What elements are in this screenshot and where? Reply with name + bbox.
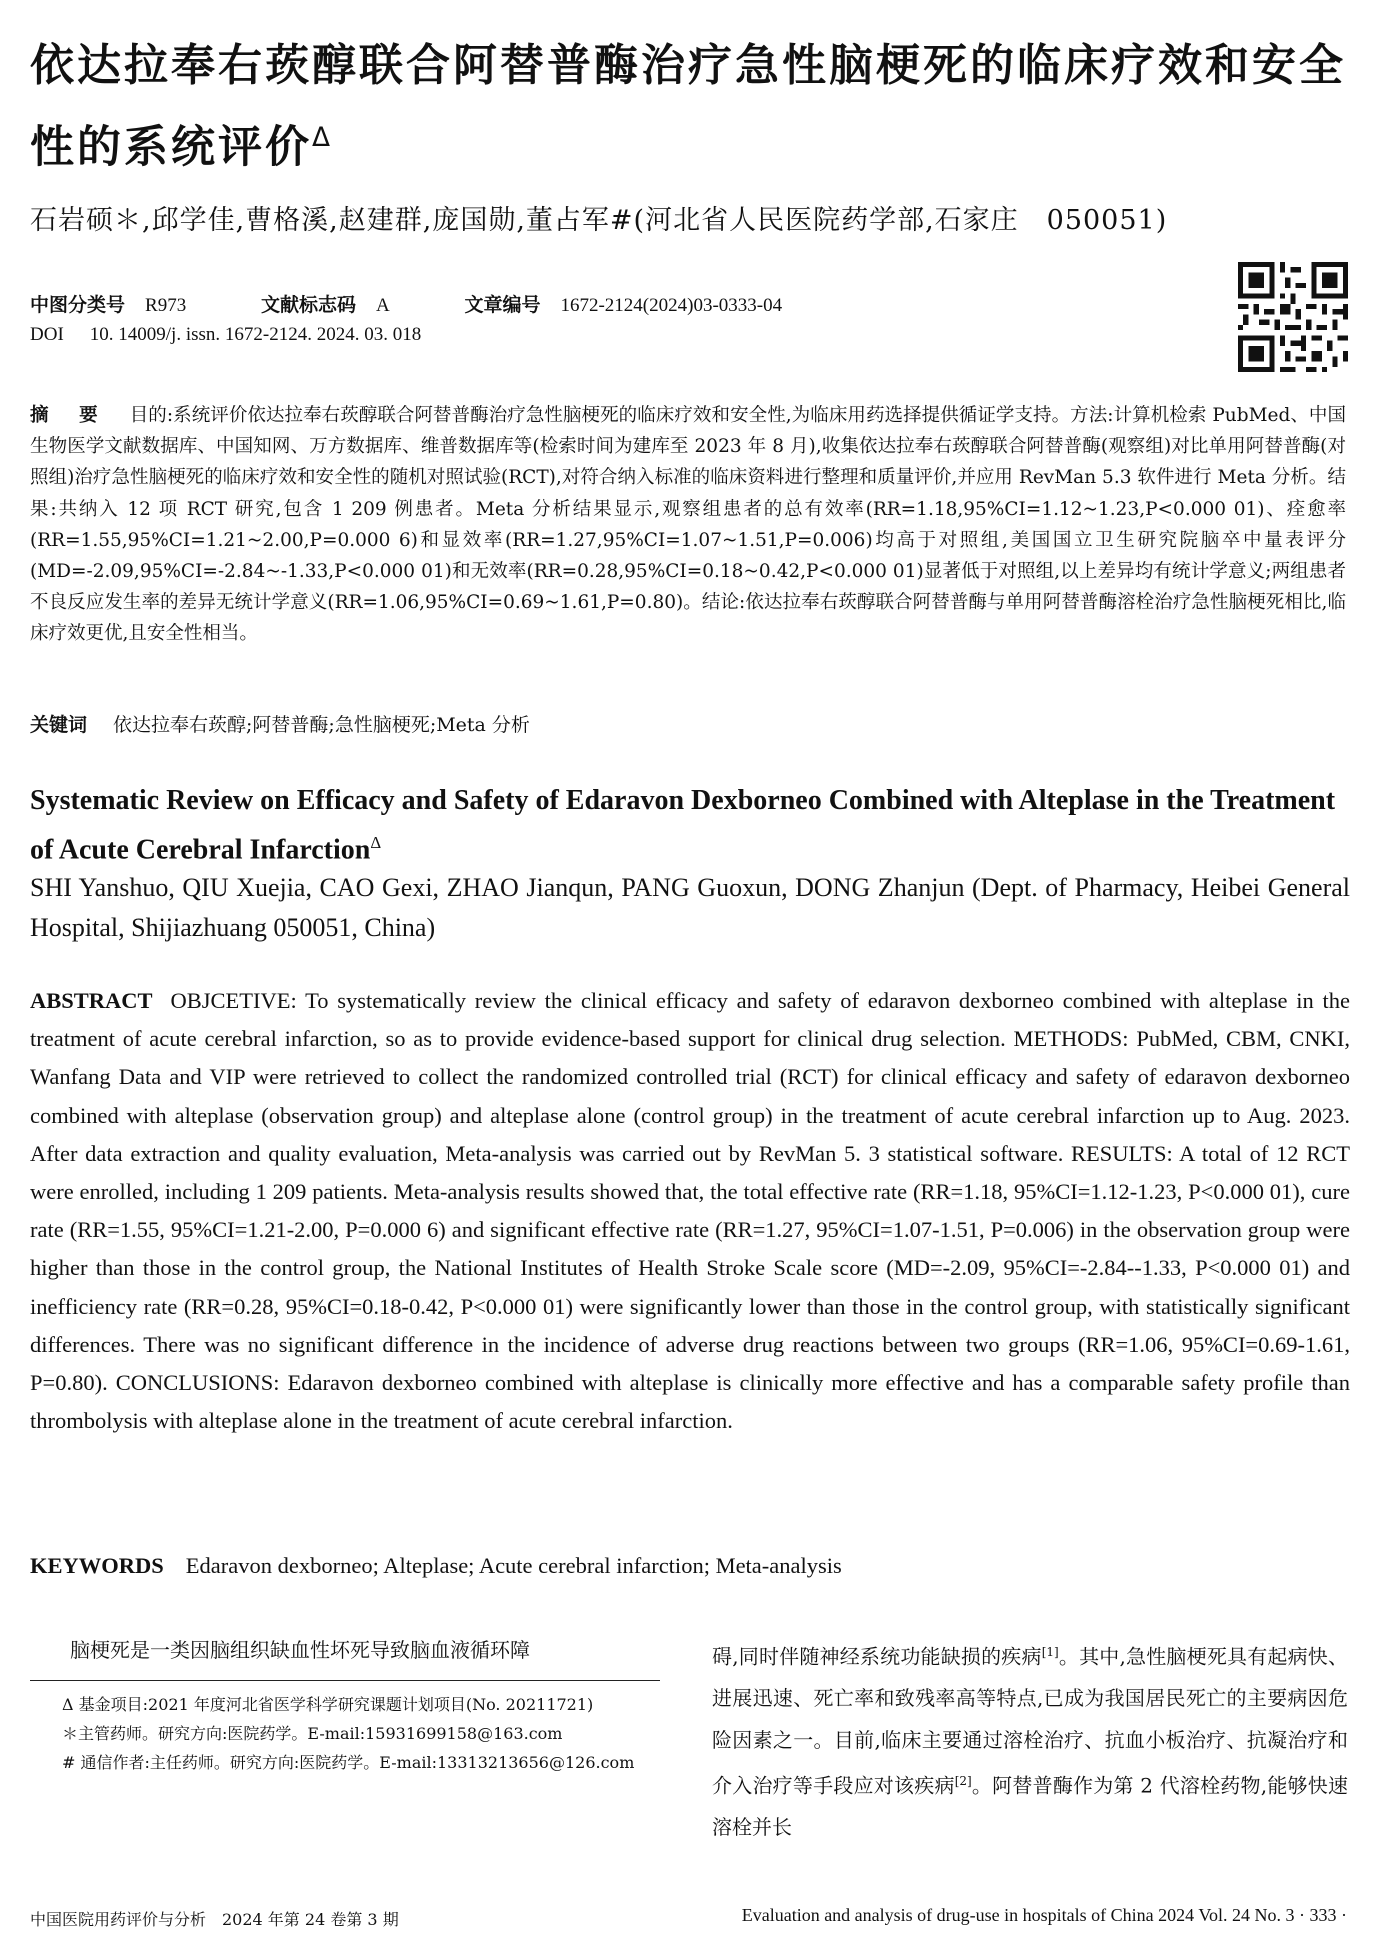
abstract-en [30, 982, 1350, 1440]
article-title-en-text: Systematic Review on Efficacy and Safety of Edaravon Dexborneo Combined with Alteplase in the Treatment of Acute Cerebral Infarction [30, 785, 1336, 866]
footer-journal-cn: 中国医院用药评价与分析 2024 年第 24 卷第 3 期 [30, 1910, 399, 1929]
body-text-left-column: 脑梗死是一类因脑组织缺血性坏死导致脑血液循环障 [70, 1638, 530, 1662]
body-text-right-column [712, 1632, 1348, 1849]
abstract-en-text: OBJCETIVE: To systematically review the clinical efficacy and safety of edaravon dexborneo combined with alteplase in the treatment of acute cerebral infarction, so as to provide evidence-based support for clinical drug selection. METHODS: PubMed, CBM, CNKI, Wanfang Data and VIP were retrieved to collect the randomized controlled trial (RCT) for clinical efficacy and safety of edaravon dexborneo combined with alteplase (observation group) and alteplase alone (control group) in the treatment of acute cerebral infarction up to Aug. 2023. After data extraction and quality evaluation, Meta-analysis was carried out by RevMan 5. 3 statistical software. RESULTS: A total of 12 RCT were enrolled, including 1 209 patients. Meta-analysis results showed that, the total effective rate (RR=1.18, 95%CI=1.12-1.23, P<0.000 01), cure rate (RR=1.55, 95%CI=1.21-2.00, P=0.000 6) and significant effective rate (RR=1.27, 95%CI=1.07-1.51, P=0.006) in the observation group were higher than those in the control group, the National Institutes of Health Stroke Scale score (MD=-2.09, 95%CI=-2.84--1.33, P<0.000 01) and inefficiency rate (RR=0.28, 95%CI=0.18-0.42, P<0.000 01) were significantly lower than those in the control group, with statistically significant differences. There was no significant difference in the incidence of adverse drug reactions between two groups (RR=1.06, 95%CI=0.69-1.61, P=0.80). CONCLUSIONS: Edaravon dexborneo combined with alteplase is clinically more effective and has a comparable safety profile than thrombolysis with alteplase alone in the treatment of acute cerebral infarction. [30, 988, 1350, 1434]
title-cn-footnote-mark: Δ [312, 122, 334, 153]
body-right-text-2: 。其中,急性脑梗死具有起病快、进展迅速、死亡率和致残率高等特点,已成为我国居民死亡的主要病因危险因素之一。目前,临床主要通过溶栓治疗、抗血小板治疗、抗凝治疗和介入治疗等手段应对该疾病 [712, 1644, 1349, 1798]
article-meta-line [30, 290, 852, 317]
keywords-cn [30, 710, 530, 737]
clc-label: 中图分类号 [30, 294, 126, 316]
authors-en: SHI Yanshuo, QIU Xuejia, CAO Gexi, ZHAO Jianqun, PANG Guoxun, DONG Zhanjun (Dept. of Pharmacy, Heibei General Hospital, Shijiazhuang 050051, China) [30, 873, 1350, 942]
article-number-label: 文章编号 [464, 294, 541, 316]
keywords-en-text: Edaravon dexborneo; Alteplase; Acute cerebral infarction; Meta-analysis [185, 1553, 842, 1578]
citation-ref-2[interactable]: [2] [954, 1774, 972, 1789]
abstract-cn [30, 400, 1346, 650]
footnotes [30, 1690, 660, 1777]
authors-cn: 石岩硕＊,邱学佳,曹格溪,赵建群,庞国勋,董占军#(河北省人民医院药学部,石家庄 050051) [30, 205, 1168, 236]
doc-code-label: 文献标志码 [260, 294, 356, 316]
article-title-cn [30, 30, 1360, 184]
body-right-text-3: 。阿替普酶作为第 2 代溶栓药物,能够快速溶栓并长 [712, 1773, 1349, 1840]
title-en-footnote-mark: Δ [370, 833, 382, 852]
citation-ref-1[interactable]: [1] [1041, 1645, 1059, 1659]
qr-code-icon[interactable] [1238, 262, 1348, 372]
article-title-en [30, 780, 1350, 871]
keywords-en [30, 1553, 842, 1579]
doi-line [30, 324, 421, 346]
article-number-value: 1672-2124(2024)03-0333-04 [560, 295, 783, 316]
doi-value[interactable]: 10. 14009/j. issn. 1672-2124. 2024. 03. 018 [89, 324, 422, 345]
footnote-funding: Δ 基金项目:2021 年度河北省医学科学研究课题计划项目(No. 20211721) [62, 1695, 594, 1714]
doc-code-value: A [375, 295, 390, 316]
body-right-text-1: 碍,同时伴随神经系统功能缺损的疾病 [712, 1644, 1042, 1669]
doi-label: DOI [30, 324, 64, 345]
footnote-divider [30, 1680, 660, 1681]
footnote-first-author: ＊主管药师。研究方向:医院药学。E-mail:15931699158@163.com [62, 1724, 563, 1743]
abstract-cn-label: 摘 要 [30, 405, 104, 426]
footer-journal-en: Evaluation and analysis of drug-use in hospitals of China 2024 Vol. 24 No. 3 · 333 · [741, 1905, 1347, 1925]
clc-value: R973 [145, 295, 187, 316]
article-title-cn-text: 依达拉奉右莰醇联合阿替普酶治疗急性脑梗死的临床疗效和安全性的系统评价 [30, 40, 1346, 173]
keywords-en-label: KEYWORDS [30, 1553, 164, 1578]
abstract-en-label: ABSTRACT [30, 988, 153, 1013]
footnote-corresponding-author: # 通信作者:主任药师。研究方向:医院药学。E-mail:13313213656@126.com [62, 1753, 635, 1772]
abstract-cn-text: 目的:系统评价依达拉奉右莰醇联合阿替普酶治疗急性脑梗死的临床疗效和安全性,为临床用药选择提供循证学支持。方法:计算机检索 PubMed、中国生物医学文献数据库、中国知网、万方数据库、维普数据库等(检索时间为建库至 2023 年 8 月),收集依达拉奉右莰醇联合阿替普酶(观察组)对比单用阿替普酶(对照组)治疗急性脑梗死的临床疗效和安全性的随机对照试验(RCT),对符合纳入标准的临床资料进行整理和质量评价,并应用 RevMan 5.3 软件进行 Meta 分析。结果:共纳入 12 项 RCT 研究,包含 1 209 例患者。Meta 分析结果显示,观察组患者的总有效率(RR=1.18,95%CI=1.12~1.23,P<0.000 01)、痊愈率(RR=1.55,95%CI=1.21~2.00,P=0.000 6)和显效率(RR=1.27,95%CI=1.07~1.51,P=0.006)均高于对照组,美国国立卫生研究院脑卒中量表评分(MD=-2.09,95%CI=-2.84~-1.33,P<0.000 01)和无效率(RR=0.28,95%CI=0.18~0.42,P<0.000 01)显著低于对照组,以上差异均有统计学意义;两组患者不良反应发生率的差异无统计学意义(RR=1.06,95%CI=0.69~1.61,P=0.80)。结论:依达拉奉右莰醇联合阿替普酶与单用阿替普酶溶栓治疗急性脑梗死相比,临床疗效更优,且安全性相当。 [30, 405, 1346, 645]
keywords-cn-label: 关键词 [30, 714, 88, 736]
keywords-cn-text: 依达拉奉右莰醇;阿替普酶;急性脑梗死;Meta 分析 [113, 714, 530, 736]
